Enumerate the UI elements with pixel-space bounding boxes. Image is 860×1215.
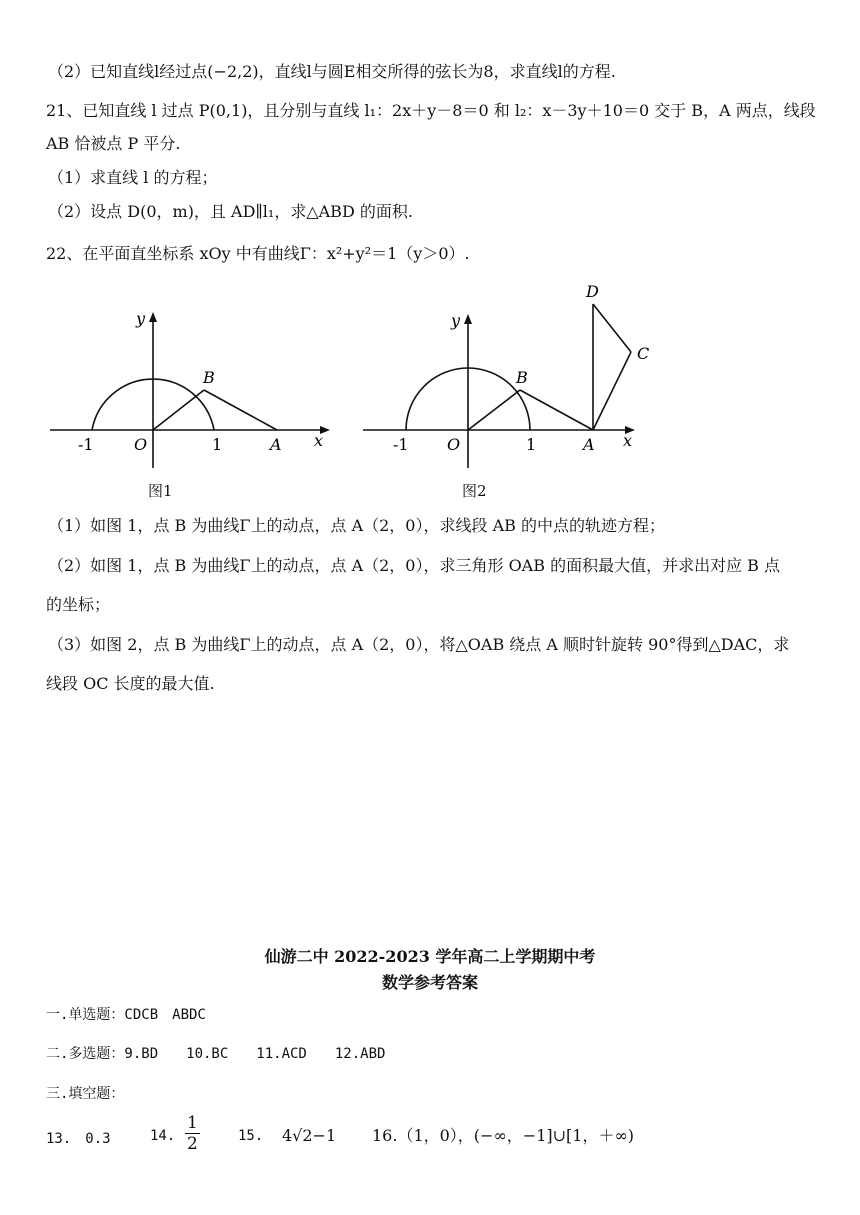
single-choice-answers: 一.单选题：CDCB ABDC [46,1007,206,1023]
point-A-label: A [270,435,282,454]
fraction-denominator: 2 [187,1134,198,1154]
segment-OB [468,390,520,430]
point-A-label: A [583,435,595,454]
figure-1-caption: 图1 [148,482,173,500]
one-label: 1 [526,435,537,454]
origin-label: O [447,435,461,454]
y-label: y [136,309,146,328]
q22-part2-line1: （2）如图 1，点 B 为曲线Γ上的动点，点 A（2，0），求三角形 OAB 的面积最大值，并求出对应 B 点 [48,556,781,575]
figure-2 [355,278,665,480]
neg-one-label: -1 [78,435,94,454]
q22-stem: 22、在平面直坐标系 xOy 中有曲线Γ：x²+y²＝1（y＞0）. [46,244,470,263]
q22-part2-line2: 的坐标； [46,595,111,614]
fraction-numerator: 1 [187,1113,198,1133]
x-label: x [623,431,633,450]
answer-13: 13. 0.3 [46,1131,111,1147]
figure-2-caption: 图2 [462,482,487,500]
neg-one-label: -1 [393,435,409,454]
answer-title: 仙游二中 2022-2023 学年高二上学期期中考 [264,947,596,966]
point-B-label: B [203,368,215,387]
fill-blank-header: 三.填空题： [46,1086,125,1102]
q20-part2: （2）已知直线l经过点(−2,2)，直线l与圆E相交所得的弦长为8，求直线l的方程. [48,62,616,81]
q22-part3-line1: （3）如图 2，点 B 为曲线Γ上的动点，点 A（2，0），将△OAB 绕点 A 顺时针旋转 90°得到△DAC，求 [48,635,790,654]
answer-16: 16.（1，0），(−∞，−1]∪[1，＋∞) [372,1126,635,1145]
answer-subtitle: 数学参考答案 [381,973,478,992]
answer-15-value: 4√2−1 [282,1126,337,1145]
figure-1 [40,300,350,480]
point-C-label: C [637,344,650,363]
y-axis-arrow [149,312,157,322]
q21-line1: 21、已知直线 l 过点 P(0,1)，且分别与直线 l₁：2x＋y－8＝0 和 l₂：x－3y＋10＝0 交于 B，A 两点，线段 [46,101,816,120]
multi-choice-answers: 二.多选题：9.BD 10.BC 11.ACD 12.ABD [46,1046,386,1062]
point-B-label: B [516,368,528,387]
answer-14-label: 14. [150,1128,176,1144]
segment-OB [153,390,204,430]
q21-part1: （1）求直线 l 的方程； [48,168,218,187]
one-label: 1 [212,435,223,454]
q21-line2: AB 恰被点 P 平分. [46,134,181,153]
origin-label: O [134,435,148,454]
point-D-label: D [586,282,599,301]
x-label: x [314,431,324,450]
answer-15-label: 15. [238,1128,264,1144]
segment-CA [593,352,631,430]
segment-BA [204,390,277,430]
q22-part1: （1）如图 1，点 B 为曲线Γ上的动点，点 A（2，0），求线段 AB 的中点的轨迹方程； [48,516,665,535]
y-axis-arrow [464,314,472,324]
answer-14-fraction [185,1113,200,1154]
y-label: y [451,311,461,330]
segment-BA [520,390,593,430]
q22-part3-line2: 线段 OC 长度的最大值. [46,674,215,693]
q21-part2: （2）设点 D(0，m)，且 AD∥l₁，求△ABD 的面积. [48,202,413,221]
segment-DC [593,304,631,352]
